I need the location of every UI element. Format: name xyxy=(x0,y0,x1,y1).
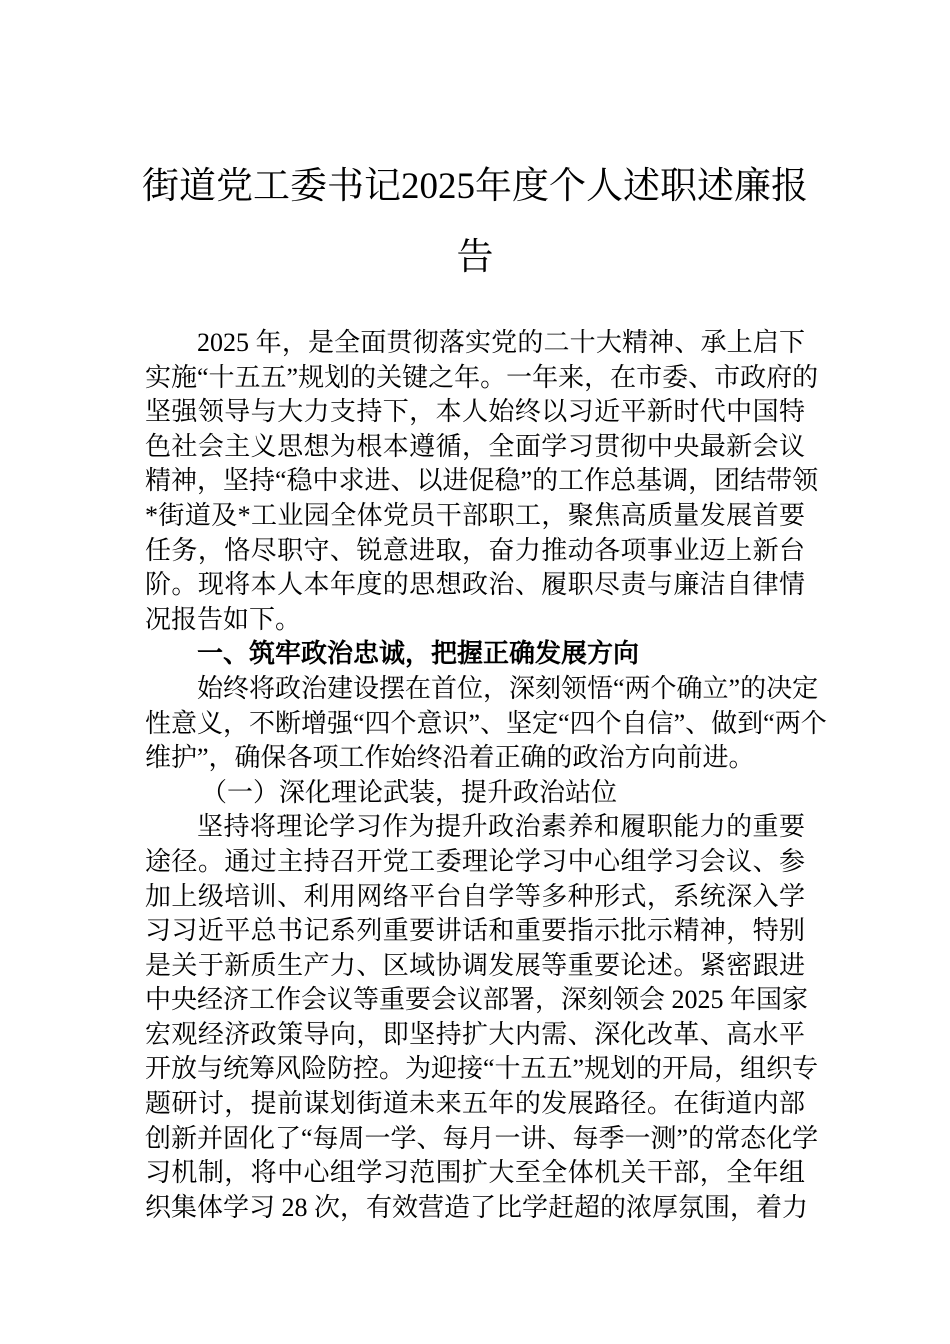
text-line: 实施“十五五”规划的关键之年。一年来，在市委、市政府的 xyxy=(145,362,819,392)
text-line: 是关于新质生产力、区域协调发展等重要论述。紧密跟进 xyxy=(145,950,805,980)
text-line: 2025 年，是全面贯彻落实党的二十大精神、承上启下 xyxy=(197,328,805,357)
text-line: 宏观经济政策导向，即坚持扩大内需、深化改革、高水平 xyxy=(145,1019,805,1049)
text-line: 精神，坚持“稳中求进、以进促稳”的工作总基调，团结带领 xyxy=(145,466,819,496)
text-line: 始终将政治建设摆在首位，深刻领悟“两个确立”的决定 xyxy=(197,673,819,703)
text-line: 任务，恪尽职守、锐意进取，奋力推动各项事业迈上新台 xyxy=(145,535,805,565)
text-line: 开放与统筹风险防控。为迎接“十五五”规划的开局，组织专 xyxy=(145,1054,819,1084)
text-line: 途径。通过主持召开党工委理论学习中心组学习会议、参 xyxy=(145,846,805,876)
text-line: 坚持将理论学习作为提升政治素养和履职能力的重要 xyxy=(197,812,805,842)
text-line: 性意义，不断增强“四个意识”、坚定“四个自信”、做到“两个 xyxy=(145,708,827,738)
text-line: 坚强领导与大力支持下，本人始终以习近平新时代中国特 xyxy=(145,397,805,427)
paragraph xyxy=(145,672,827,776)
text-line: 色社会主义思想为根本遵循，全面学习贯彻中央最新会议 xyxy=(145,431,805,461)
text-line: 中央经济工作会议等重要会议部署，深刻领会 2025 年国家 xyxy=(145,985,809,1015)
section-heading xyxy=(145,637,805,672)
text-line: 阶。现将本人本年度的思想政治、履职尽责与廉洁自律情 xyxy=(145,570,805,600)
text-line: 题研讨，提前谋划街道未来五年的发展路径。在街道内部 xyxy=(145,1089,805,1119)
text-line: 织集体学习 28 次，有效营造了比学赶超的浓厚氛围，着力 xyxy=(145,1192,809,1222)
text-line: 况报告如下。 xyxy=(145,604,302,634)
subsection-heading xyxy=(145,776,805,811)
paragraph xyxy=(145,810,819,1225)
text-line: （一）深化理论武装，提升政治站位 xyxy=(201,777,618,807)
document-title-line-1: 街道党工委书记2025年度个人述职述廉报 xyxy=(142,166,808,207)
document-body xyxy=(145,326,827,1225)
text-line: 加上级培训、利用网络平台自学等多种形式，系统深入学 xyxy=(145,881,805,911)
paragraph xyxy=(145,326,819,637)
text-line: 习机制，将中心组学习范围扩大至全体机关干部，全年组 xyxy=(145,1158,805,1188)
text-line: 习习近平总书记系列重要讲话和重要指示批示精神，特别 xyxy=(145,916,805,946)
document-title-line-2: 告 xyxy=(456,237,494,278)
text-line: 一、筑牢政治忠诚，把握正确发展方向 xyxy=(197,639,640,669)
text-line: 创新并固化了“每周一学、每月一讲、每季一测”的常态化学 xyxy=(145,1123,819,1153)
text-line: *街道及*工业园全体党员干部职工，聚焦高质量发展首要 xyxy=(145,500,805,530)
text-line: 维护”，确保各项工作始终沿着正确的政治方向前进。 xyxy=(145,743,755,773)
